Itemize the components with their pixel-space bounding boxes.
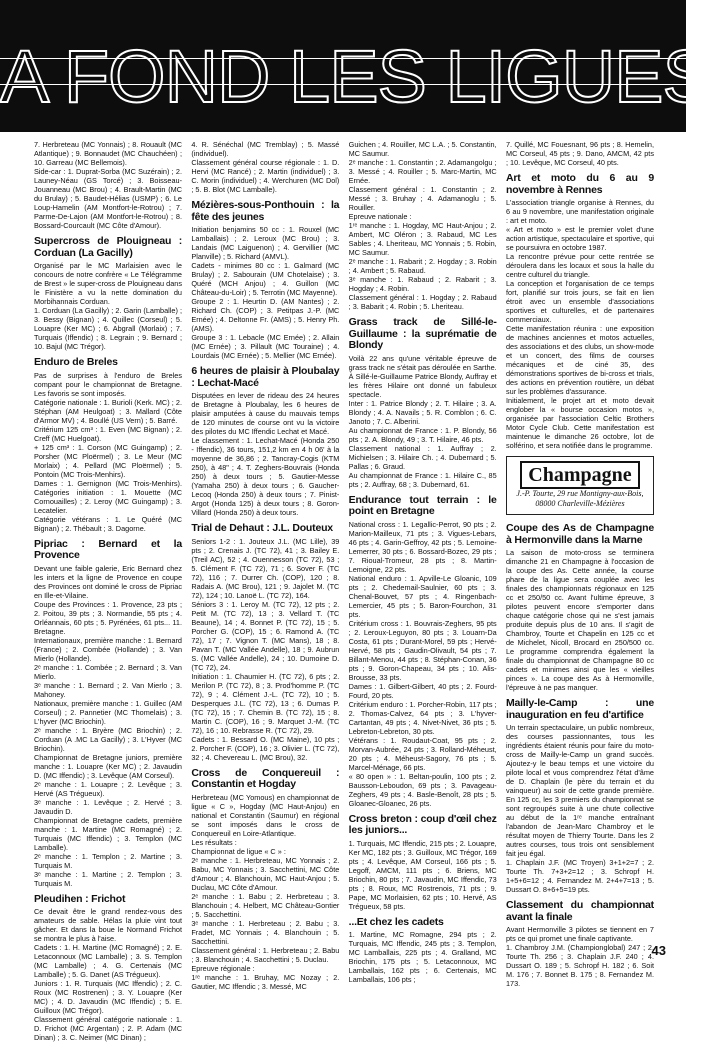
paragraph: 2ᵉ manche : 1. Rabarit ; 2. Hogday ; 3. Robin ; 4. Ambert ; 5. Rabaud. bbox=[348, 257, 497, 275]
paragraph: Devant une faible galerie, Eric Bernard chez les inters et la ligne de Provence en coupe des Provinces ont dominé le cross de Pipriac en Ille-et-Vilaine. bbox=[34, 563, 182, 600]
paragraph: Voilà 22 ans qu'une véritable épreuve de grass track ne s'était pas déroulée en Sarthe. À Sillé-le-Guillaume Patrice Blondy, Auffray et les frères Hilaire ont donné un fabuleux spectacle. bbox=[348, 353, 497, 399]
column-2 bbox=[191, 140, 340, 991]
paragraph: Epreuve nationale : bbox=[348, 212, 412, 221]
paragraph: Le classement : 1. Lechat-Macé (Honda 250 - Iffendic), 36 tours, 151,2 km en 4 h 06' à la moyenne de 36,86 ; 2. Tancray-Cogis (KTM 250), à 48" ; 4. T. Zeghers-Bouvrais (Honda 250) à deux tours ; 5. Gautier-Messe (Yamaha 250) à deux tours ; 6. Gaucher-Lecoq (Honda 250) à deux tours ; 7. Pinist-Argot (Honda 125) à deux tours ; 8. Goron-Villard (Honda 250) à deux tours. bbox=[191, 436, 340, 517]
ad-city-line: 08000 Charleville-Mézières bbox=[535, 499, 625, 508]
section-heading: Coupe des As de Champagne à Hermonville dans la Marne bbox=[505, 522, 654, 546]
paragraph: Cadets : 1. H. Martine (MC Romagné) ; 2. E. Letaconnoux (MC Lamballe) ; 3. S. Templon (MC Lamballe) ; 4. G. Certenais (MC Lamballe) ; 5. G. Danet (AS Tréguеux). bbox=[34, 943, 182, 979]
paragraph: Les résultats : bbox=[191, 837, 237, 847]
paragraph: Groupe 3 : 1. Lebacle (MC Ernée) ; 2. Allain (MC Ernée) ; 3. Pillault (MC Touraine) ; 4. Lourdais (MC Ernée) ; 5. Mellier (MC Ernée). bbox=[191, 333, 340, 360]
paragraph: Internationaux, première manche : 1. Bernard (France) ; 2. Combée (Hollande) ; 3. Van Mierlo (Hollande). bbox=[34, 635, 182, 663]
paragraph: Initiation benjamins 50 cc : 1. Rouxel (MC Lamballais) ; 2. Leroux (MC Brou) ; 3. Landais (MC Laiguenon) ; 4. Gervillier (MC Planville) ; 5. Richard (AMVL). bbox=[191, 225, 340, 261]
paragraph: « 80 open » : 1. Beltan-poulin, 100 pts ; 2. Bausson-Leboudon, 69 pts ; 3. Pavageau-Zeghers, 49 pts ; 4. Basle-Benoît, 28 pts ; 5. Gloanec-Gloanec, 26 pts. bbox=[348, 771, 497, 808]
paragraph: Organisé par le MC Marlaisien avec le concours de notre confrère « Le Télégramme de Brest » le super-cross de Plouigneau dans le Finistère a vu la nette domination du Morbihannais Corduan. bbox=[34, 261, 182, 306]
paragraph: 3ᵉ manche : 1. Levêque ; 2. Hervé ; 3. Javaudin D. bbox=[34, 797, 182, 816]
article-columns bbox=[34, 140, 654, 1042]
paragraph: Coupe des Provinces : 1. Provence, 23 pts ; 2. Poitou, 39 pts ; 3. Normandie, 55 pts ; 4. Orléannais, 60 pts ; 5. Pyrénées, 61 pts... 11. Bretagne. bbox=[34, 599, 182, 636]
column-4-bottom bbox=[506, 523, 654, 988]
paragraph: Groupe 2 : 1. Heurtin D. (AM Nantes) ; 2. Richard Ch. (COP) ; 3. Petitpas J.-P. (MC Ernée) ; 4. Deltonne Fr. (AMS) ; 5. Henry Ph. (AMS). bbox=[191, 297, 340, 333]
paragraph: Classement général : 1. Constantin ; 2. Messé ; 3. Bruhay ; 4. Adamanoglu ; 5. Rouiller. bbox=[348, 185, 497, 212]
paragraph: 1ʳᵉ manche : 1. Bruhay, MC Nozay ; 2. Gautier, MC Iffendic ; 3. Messé, MC bbox=[191, 972, 340, 991]
section-heading: Art et moto du 6 au 9 novembre à Rennes bbox=[505, 172, 654, 196]
paragraph: 1. Chaplain J.F. (MC Troyen) 3+1+2=7 ; 2. Tourte Th. 7+3+2=12 ; 3. Schropf H. 1+5+6=12 ; 4. Fernandez M. 2+4+7=13 ; 5. Dussart O. 8+6+5=19 pts. bbox=[505, 858, 654, 894]
paragraph: Cadets : 1. Bessard O. (MC Maine), 10 pts ; 2. Porcher F. (COP), 16 ; 3. Olivier L. (TC 72), 32 ; 4. Chevereau L. (MC Brou), 32. bbox=[191, 734, 340, 762]
section-heading: ...Et chez les cadets bbox=[348, 915, 444, 928]
paragraph: Classement national : 1. Auffray ; 2. Michielsen ; 3. Hilaire Ch. ; 4. Dubernard ; 5. Pallas ; 6. Graud. bbox=[348, 443, 497, 471]
section-heading: Classement du championnat avant la finale bbox=[505, 899, 654, 923]
paragraph: Initialement, le projet art et moto devait englober la « bourse occasion motos », organisée par l'association Celtic Brothers Motor Cycle Club. Cette manifestation est maintenue le dimanche 26 octobre, lot de solférino, et sera notifiée dans le programme. bbox=[505, 396, 654, 450]
paragraph: Cette manifestation réunira : une exposition de machines anciennes et motos actuelles, des associations et des clubs, un show-mode et un concert, des films de courses mécaniques et de ciné 35, des démonstrations sportives de bi-cross et trials, des actions en prévention routière, un débat sur les problèmes d'assurance. bbox=[505, 324, 654, 396]
paragraph: 2ᵉ manche : 1. Templon ; 2. Martine ; 3. Turquais M. bbox=[34, 851, 182, 870]
paragraph: Au championnat de France : 1. Hilaire C., 85 pts ; 2. Auffray, 68 ; 3. Dubernard, 61. bbox=[348, 470, 497, 489]
paragraph: 1. Martine, MC Romagne, 294 pts ; 2. Turquais, MC Iffendic, 245 pts ; 3. Templon, MC Lamballais, 225 pts ; 4. Gralland, MC Briochin, 175 pts ; 5. Letaconnoux, MC Lamballais, 162 pts ; 6. Certenais, MC Lamballais, 106 pts ; bbox=[348, 930, 497, 984]
paragraph: Championnat de Bretagne juniors, première manche : 1. Louapre (Ker MC) ; 2. Javaudin D. (MC Iffendic) ; 3. Levêque (AM Corseul). bbox=[34, 752, 182, 780]
section-heading: Supercross de Plouigneau : Corduan (La Gacilly) bbox=[34, 235, 182, 259]
section-heading: Mézières-sous-Ponthouin : la fête des jeunes bbox=[191, 199, 340, 223]
paragraph: Herbreteau (MC Yomous) en championnat de ligue « C », Hogday (MC Haut-Anjou) en national et Constantin (Saumur) en régional se sont imposés dans le cross de Conquereuil en Loire-Atlantique. bbox=[191, 792, 340, 838]
paragraph: Séniors 3 : 1. Leroy M. (TC 72), 12 pts ; 2. Petit M. (TC 72), 13 ; 3. Vellard T. (TC Beaune), 14 ; 4. Bonnet P. (TC 72), 15 ; 5. Porcher G. (COP), 15 ; 6. Ramond A. (TC 72), 17 ; 7. Vignon T. (MC Mans), 18 ; 8. Pavan T. (MC Vallée Andelle), 18 ; 9. Aubrun S. (MC Vallée Andelle), 24 ; 10. Dumoine D. (TC 72), 24. bbox=[191, 599, 340, 672]
paragraph: National enduro : 1. Apville-Le Gloanic, 109 pts ; 2. Chedemail-Saulnier, 60 pts ; 3. Chenal-Bouvet, 57 pts ; 4. Ringenbach-Lemercier, 45 pts ; 5. Baron-Fourchon, 31 pts. bbox=[348, 573, 497, 619]
paragraph: Classement général : 1. Herbreteau ; 2. Babu ; 3. Blanchouin ; 4. Sacchettini ; 5. Duclau. bbox=[191, 945, 340, 964]
paragraph: 1. Corduan (La Gacilly) ; 2. Garin (Lamballe) ; 3. Bessy (Bignan) ; 4. Quillec (Corseul) ; 5. Louapre (Ker MC) ; 6. Abgrall (Morlaix) ; 7. Turquais (Iffendic) ; 8. Legrain ; 9. Bernard ; 10. Bajul (MC Trégor). bbox=[34, 306, 182, 351]
section-heading: Mailly-le-Camp : une inauguration en feu d'artifice bbox=[505, 697, 654, 721]
section-heading: Pipriac : Bernard et la Provence bbox=[34, 537, 182, 561]
paragraph: Epreuve régionale : bbox=[191, 963, 255, 973]
paragraph: La rencontre prévue pour cette rentrée se déroulera dans les locaux et sous la halle du centre culturel du triangle. bbox=[505, 252, 654, 279]
section-heading: Trial de Dehaut : J.L. Douteux bbox=[191, 522, 333, 534]
paragraph: La conception et l'organisation de ce temps fort, planifié sur trois jours, se fait en lien étroit avec un ensemble d'associations sportives et culturelles, et de partenaires commerciaux. bbox=[505, 279, 654, 324]
paragraph: Classement général course régionale : 1. D. Hervi (MC Rancé) ; 2. Martin (individuel) ; 3. C. Morin (individuel) ; 4. Werchuren (MC Dol) ; 5. B. Blot (MC Lamballe). bbox=[191, 158, 340, 194]
paragraph: Avant Hermonville 3 pilotes se tiennent en 7 pts ce qui promet une finale captivante. bbox=[505, 925, 654, 943]
paragraph: Un terrain spectaculaire, un public nombreux, des courses passionnantes, tous les ingrédients étaient réunis pour faire du moto-cross de Mailly-le-Camp un grand succès. Ajoutez-y le beau temps et une victoire du pilote local et vous comprendrez l'état d'âme de D. Chaplain (le père du terrain et du vainqueur) au soir de cette grande première. En 125 cc, les 3 premiers du championnat se sont regroupés suite à une chute collective au début de la 1ʳᵉ manche entraînant l'abandon de Jean-Marc Chambroy et le résultat moyen de Thierry Tourte. Dans les 2 autres courses, tous trois ont sensiblement fait jeu égal. bbox=[505, 723, 654, 858]
champagne-ad bbox=[506, 456, 654, 515]
paragraph: 2ᵉ manche : 1. Constantin ; 2. Adamangolgu ; 3. Messé ; 4. Rouiller ; 5. Marc-Martin, MC Ernée. bbox=[348, 158, 497, 185]
paragraph: Nationaux, première manche : 1. Guillec (AM Corseul) ; 2. Pannetier (MC Thomelais) ; 3. L'hyver (MC Briochin). bbox=[34, 698, 182, 726]
section-heading: Endurance tout terrain : le point en Bretagne bbox=[348, 493, 497, 517]
paragraph: Vétérans : 1. Roudaut-Coat, 95 pts ; 2. Morvan-Aubrée, 24 pts ; 3. Rolland-Méheust, 20 pts ; 4. Méheust-Sagory, 76 pts ; 5. Marcel-Ménage, 66 pts. bbox=[348, 735, 497, 772]
paragraph: Cadets - minimes 80 cc : 1. Galmard (MC Brulay) ; 2. Sabourain (UM Chotelaise) ; 3. Quéré (MCH Anjou) ; 4. Guillon (MC Château-du-Loir) ; 5. Terrotin (MC Mayenne). bbox=[191, 261, 340, 297]
paragraph: 7. Herbreteau (MC Yonnais) ; 8. Rouault (MC Atlantique) ; 9. Bonnaudet (MC Chauchéen) ; 10. Garreau (MC Bellemois). bbox=[34, 140, 182, 167]
column-3 bbox=[348, 140, 497, 984]
page-number: 43 bbox=[651, 943, 666, 958]
paragraph: 3ᵉ manche : 1. Herbreteau ; 2. Babu ; 3. Fradet, MC Yonnais ; 4. Blanchouin ; 5. Sacchettini. bbox=[191, 918, 340, 946]
paragraph: Initiation : 1. Chaumier H. (TC 72), 6 pts ; 2. Merilon P. (TC 72), 8 ; 3. Prod'homme P. (TC 72), 9 ; 4. Clément J.-L. (TC 72), 10 ; 5. Desperques J.L. (TC 72), 13 ; 6. Dumas P. (TC 72), 15 ; 7. Chemin B. (TC 72), 15 ; 8. Martin C. (COP), 16 ; 9. Marquet J.-M. (TC 72), 16 ; 10. Rebrasse R. (TC 72), 29. bbox=[191, 671, 340, 735]
paragraph: Championnat de ligue « C » : bbox=[191, 846, 286, 856]
column-4 bbox=[505, 140, 654, 988]
section-heading: Enduro de Breles bbox=[34, 356, 118, 368]
paragraph: « Art et moto » est le premier volet d'une action artistique, spectaculaire et sportive, qui se poursuivra en octobre 1987. bbox=[505, 225, 654, 252]
paragraph: 3ᵉ manche : 1. Bernard ; 2. Van Mierlo ; 3. Mahoney. bbox=[34, 680, 182, 699]
paragraph: Pas de surprises à l'enduro de Breles compant pour le championnat de Bretagne. Les favoris se sont imposés. bbox=[34, 370, 182, 398]
paragraph: 3ᵉ manche : 1. Martine ; 2. Templon ; 3. Turquais M. bbox=[34, 869, 182, 888]
paragraph: National cross : 1. Legallic-Perrot, 90 pts ; 2. Marion-Maillеux, 71 pts ; 3. Vigues-Lebars, 46 pts ; 4. Garin-Geffroy, 42 pts ; 5. Lemoine-Lemerrer, 30 pts ; 6. Bossard-Bozec, 29 pts ; 7. Rioual-Tromeur, 28 pts ; 8. Martin-Lemoigne, 22 pts. bbox=[348, 519, 497, 574]
paragraph: Catégorie vétérans : 1. Le Quéré (MC Bignan) ; 2. Thébault ; 3. Dagorne. bbox=[34, 514, 182, 533]
paragraph: + 125 cm³ : 1. Corson (MC Guingamp) ; 2. Porsher (MC Ploërmel) ; 3. Le Meur (MC Morlaix) ; 4. Pellard (MC Ploërmel) ; 5. Pontoin (MC Trois-Menhirs). bbox=[34, 442, 182, 479]
paragraph: Guichen ; 4. Rouiller, MC L.A. ; 5. Constantin, MC Saumur. bbox=[348, 140, 497, 158]
paragraph: 2ᵉ manche : 1. Bryère (MC Briochin) ; 2. Corduan (A .MC La Gacilly) ; 3. L'Hyver (MC Briochin). bbox=[34, 725, 182, 753]
banner-title: A FOND LES LIGUES bbox=[0, 35, 711, 118]
paragraph: La saison de moto-cross se terminera dimanche 21 en Champagne à l'occasion de la coupe des As. Cette année, la course phare de la ligue sera couplée avec les finales des championnats régionaux en 125 cc et 250/50 cc. Avant l'ultime épreuve, 3 pilotes peuvent encore s'emporter dans chaque catégorie chose qui ne s'est jamais produite depuis plus de 10 ans. Il s'agit de Chambroy, Tourte et Chapelin en 125 cc et de Michelet, Nicoll, Brocard en 250/500 cc. Le programme comprendra également la finale du championnat de Champagne 80 cc cadets et minimes ainsi que les « vieilles pinces ». La coupe des As à Hermonville, l'épreuve à ne pas manquer. bbox=[505, 548, 654, 692]
paragraph: 2ᵉ manche : 1. Louapre ; 2. Levêque ; 3. Hervé (AS Tréguеux). bbox=[34, 779, 182, 798]
section-heading: 6 heures de plaisir à Ploubalay : Lechat-Macé bbox=[191, 365, 340, 389]
paragraph: 2ᵉ manche : 1. Herbreteau, MC Yonnais ; 2. Babu, MC Yonnais ; 3. Sacchettini, MC Côte d'Amour ; 4. Blanchouin, MC Haut-Anjou ; 5. Duclau, MC Côte d'Amour. bbox=[191, 855, 340, 892]
paragraph: 1. Turquais, MC Iffendic, 215 pts ; 2. Louapre, Ker MC, 182 pts ; 3. Guilloux, MC Trégor, 169 pts ; 4. Levêque, AM Corseul, 166 pts ; 5. Legoff, AMCM, 111 pts ; 6. Briens, MC Briochin, 80 pts ; 7. Javaudin, MC Iffendic, 73 pts ; 8. Roux, MC Rostrenois, 71 pts ; 9. Pape, MC Morlaisien, 62 pts ; 10. Hervé, AS Tréguеux, 58 pts. bbox=[348, 838, 497, 911]
paragraph: Classement général : 1. Hogday ; 2. Rabaud ; 3. Babarit ; 4. Robin ; 5. Lheriteau. bbox=[348, 293, 497, 311]
paragraph: L'association triangle organise à Rennes, du 6 au 9 novembre, une manifestation originale : art et moto. bbox=[505, 198, 654, 225]
paragraph: Au championnat de France : 1. P. Blondy, 56 pts ; 2. A. Blondy, 49 ; 3. T. Hilaire, 46 pts. bbox=[348, 425, 497, 444]
paragraph: Inter : 1. Patrice Blondy ; 2. T. Hilaire ; 3. A. Blondy ; 4. A. Navails ; 5. R. Comblon ; 6. C. Janoto ; 7. C. Alberini. bbox=[348, 398, 497, 426]
paragraph: Dames : 1. Gilbert-Gilbert, 40 pts ; 2. Fourd-Fourd, 20 pts. bbox=[348, 681, 497, 700]
paragraph: 1. Chambroy J.M. (Championglobal) 247 ; 2. Tourte Th. 256 ; 3. Chaplain J.F. 240 ; 4. Dussart O. 189 ; 5. Schropf H. 182 ; 6. Soit M. 176 ; 7. Bonnet B. 175 ; 8. Fernandez M. 173. bbox=[505, 943, 654, 988]
section-heading: Grass track de Sillé-le-Guillaume : la suprématie de Blondy bbox=[348, 316, 497, 351]
paragraph: Critérium cross : 1. Bouvrais-Zeghers, 95 pts ; 2. Leroux-Leguyon, 80 pts ; 3. Louarn-Da Costa, 61 pts ; Durant-Morel, 59 pts ; Hervé-Hervé, 58 pts ; Gaudin-Olivault, 54 pts ; 7. Billant-Menou, 44 pts ; 8. Stéphan-Conan, 36 pts ; 9. Goron-Chapeau, 34 pts ; 10. Alis-Brousse, 33 pts. bbox=[348, 618, 497, 682]
paragraph: 7. Quillé, MC Fouesnant, 96 pts ; 8. Hemelin, MC Corseul, 45 pts ; 9. Dano, AMCM, 42 pts ; 10. Levêque, MC Corseul, 40 pts. bbox=[505, 140, 654, 167]
paragraph: Classement général catégorie nationale : 1. D. Frichot (MC Argentan) ; 2. P. Adam (MC Dinan) ; 3. C. Neimer (MC Dinan) ; bbox=[34, 1015, 182, 1042]
paragraph: Critérium enduro : 1. Porcher-Robin, 117 pts ; 2. Thomas-Calvez, 64 pts ; 3. L'hyver-Cartantan, 49 pts ; 4. Nivet-Nivet, 36 pts ; 5. Lebreton-Lebreton, 30 pts. bbox=[348, 699, 497, 736]
section-heading: Cross breton : coup d'œil chez les juniors... bbox=[348, 812, 497, 836]
paragraph: Critérium 125 cm³ : 1. Even (MC Bignan) ; 2. Creff (MC Huelgoat). bbox=[34, 424, 182, 443]
section-heading: Cross de Conquereuil : Constantin et Hogday bbox=[191, 766, 340, 790]
paragraph: Ce devait être le grand rendez-vous des amateurs de sable. Hélas la pluie vint tout gâcher. Et dans la boue le Normand Frichot se montra le plus à l'aise. bbox=[34, 907, 182, 943]
paragraph: 1ʳᵉ manche : 1. Hogday, MC Haut-Anjou ; 2. Ambert, MC Oléron ; 3. Rabaud, MC Les Sables ; 4. Lheriteau, MC Yonnais ; 5. Robin, MC Saumur. bbox=[348, 221, 497, 257]
paragraph: 4. R. Sénéchal (MC Tremblay) ; 5. Massé (individuel). bbox=[191, 140, 340, 158]
section-heading: Pleudihen : Frichot bbox=[34, 892, 126, 905]
paragraph: Seniors 1-2 : 1. Jouteux J.L. (MC Lille), 39 pts ; 2. Crenais J. (TC 72), 41 ; 3. Bailey E. (Treil AC), 52 ; 4. Ouennesson (TC 72), 53 ; 5. Clément F. (TC 72), 71 ; 6. Sover F. (TC 72), 116 ; 7. Durrer Ch. (COP), 120 ; 8. Radais A. (MC Brou), 121 ; 9. Jajolet M. (TC 72), 124 ; 10. Lanoë L. (TC 72), 164. bbox=[191, 536, 340, 600]
column-4-top bbox=[506, 140, 654, 450]
paragraph: Disputées en lever de rideau des 24 heures de Bretagne à Ploubalay, les 6 heures de plaisir amputées à cause du mauvais temps de 120 minutes de course ont vu la victoire des pilotes du MC Iffendic Lechat et Macé. bbox=[191, 391, 340, 436]
paragraph: Catégorie nationale : 1. Burioli (Kerk. MC) ; 2. Stéphan (AM Heulgoat) ; 3. Mallard (Côte d'Armor MV) ; 4. Boullé (US Vern) ; 5. Barré. bbox=[34, 397, 182, 425]
ad-title: Champagne bbox=[520, 461, 639, 489]
column-1 bbox=[34, 140, 182, 1042]
paragraph: Juniors : 1. R. Turquais (MC Iffendic) ; 2. C. Roux (MC Rostrenen) ; 3. Y. Louapre (Ker MC) ; 4. D. Javaudin (MC Iffendic) ; 5. E. Guilloux (MC Trégor). bbox=[34, 979, 182, 1015]
paragraph: Dames : 1. Gernignon (MC Trois-Menhirs). Catégories initiation : 1. Mouette (MC Cornouailles) ; 2. Leroy (MC Guingamp) ; 3. Lecatelier. bbox=[34, 478, 182, 515]
paragraph: 2ᵉ manche : 1. Babu ; 2. Herbreteau ; 3. Blanchouin ; 4. Helbert, MC Château-Gontier ; 5. Sacchettini. bbox=[191, 891, 340, 919]
paragraph: 2ᵉ manche : 1. Combée ; 2. Bernard ; 3. Van Mierlo. bbox=[34, 662, 182, 681]
paragraph: 3ᵉ manche : 1. Rabaud ; 2. Rabarit ; 3. Hogday ; 4. Robin. bbox=[348, 275, 497, 293]
paragraph: Championnat de Bretagne cadets, première manche : 1. Martine (MC Romagné) ; 2. Turquais (MC Iffendic) ; 3. Templon (MC Lamballe). bbox=[34, 815, 182, 852]
paragraph: Side-car : 1. Duprat-Sorba (MC Suzérain) ; 2. Launey-Néau (GS Torcé) ; 3. Boisseau-Jouanneau (MC Brou) ; 4. Brault-Martin (MC du Brulay) ; 5. Baudet-Hélias (USMP) ; 6. Le Loup-Hamelin (AM Montfort-le-Rotrou) ; 7. Parme-De-Lajon (AM Montfort-le-Rotrou) ; 8. Bossard-Courcault (MC Côte d'Amour). bbox=[34, 167, 182, 230]
ad-address-line: J.-P. Tourte, 29 rue Montigny-aux-Bois, bbox=[516, 489, 644, 498]
page-banner bbox=[0, 0, 711, 132]
